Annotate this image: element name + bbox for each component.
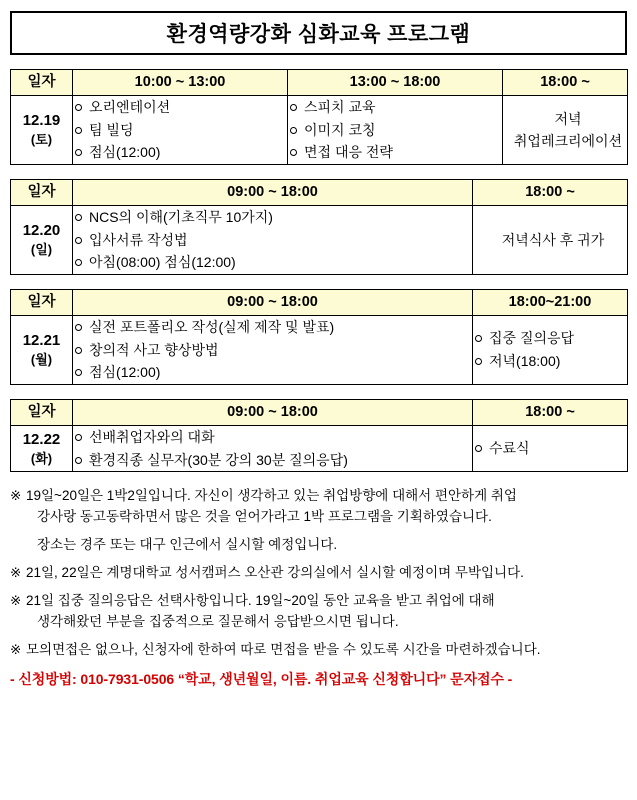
header-date-label: 일자	[11, 290, 73, 316]
page-title-box	[10, 11, 627, 55]
schedule-item: 저녁(18:00)	[473, 350, 627, 373]
schedule-item: 점심(12:00)	[73, 141, 287, 164]
schedule-header-row	[11, 400, 628, 426]
schedule-date-number: 12.22	[22, 430, 61, 448]
schedule-content-cell	[503, 96, 628, 165]
header-time-label: 09:00 ~ 18:00	[73, 180, 473, 206]
schedule-text-line: 취업레크리에이션	[513, 133, 623, 149]
schedule-table	[10, 69, 628, 165]
schedule-date-number: 12.19	[22, 112, 61, 130]
schedule-item: NCS의 이해(기초직무 10가지)	[73, 206, 472, 229]
note-line: 생각해왔던 부분을 집중적으로 질문해서 응답받으시면 됩니다.	[37, 614, 399, 629]
contact-line: - 신청방법: 010-7931-0506 “학교, 생년월일, 이름. 취업교육 신청합니다” 문자접수 -	[10, 670, 513, 687]
schedule-date-number: 12.21	[22, 332, 61, 350]
schedule-date-weekday: (토)	[30, 132, 53, 148]
schedule-item: 실전 포트폴리오 작성(실제 제작 및 발표)	[73, 316, 472, 339]
schedule-text-block	[509, 108, 627, 153]
schedule-body-row	[11, 316, 628, 385]
schedule-item: 수료식	[473, 437, 627, 460]
schedule-item: 이미지 코칭	[288, 119, 502, 142]
schedule-date-cell	[11, 206, 73, 275]
note-bullet-icon: ※	[10, 565, 22, 581]
note-bullet-icon: ※	[10, 593, 22, 609]
note-item	[10, 563, 627, 584]
schedule-item: 아침(08:00) 점심(12:00)	[73, 251, 472, 274]
schedule-header-row	[11, 290, 628, 316]
schedule-body-row	[11, 206, 628, 275]
note-bullet-icon: ※	[10, 641, 22, 657]
schedule-item-list	[473, 437, 627, 460]
schedule-content-cell	[473, 206, 628, 275]
header-date-label: 일자	[11, 70, 73, 96]
schedule-content-cell	[473, 426, 628, 472]
header-time-label: 09:00 ~ 18:00	[73, 400, 473, 426]
notes-section	[10, 486, 627, 660]
schedule-header-row	[11, 180, 628, 206]
schedule-content-cell	[473, 316, 628, 385]
note-line: 강사랑 동고동락하면서 많은 것을 얻어가라고 1박 프로그램을 기획하였습니다.	[37, 509, 492, 525]
schedule-date-cell	[11, 426, 73, 472]
schedule-text-line: 저녁식사 후 귀가	[501, 231, 605, 248]
schedule-item: 오리엔테이션	[73, 96, 287, 119]
schedule-item: 환경직종 실무자(30분 강의 30분 질의응답)	[73, 449, 472, 472]
note-line: 21일, 22일은 계명대학교 성서캠퍼스 오산관 강의실에서 실시할 예정이며 무박입니다.	[26, 565, 524, 581]
schedule-content-cell	[288, 96, 503, 165]
schedule-text-block	[479, 229, 627, 251]
schedule-date-weekday: (월)	[30, 352, 53, 368]
header-time-label: 10:00 ~ 13:00	[73, 70, 288, 96]
note-item	[10, 486, 627, 556]
schedule-item-list	[73, 426, 472, 471]
schedule-item: 입사서류 작성법	[73, 229, 472, 252]
note-item	[10, 640, 627, 661]
schedule-date-cell	[11, 96, 73, 165]
note-item	[10, 591, 627, 633]
schedule-date-cell	[11, 316, 73, 385]
note-body	[26, 486, 627, 556]
schedule-table	[10, 399, 628, 472]
schedule-item: 선배취업자와의 대화	[73, 426, 472, 449]
note-line: 모의면접은 없으나, 신청자에 한하여 따로 면접을 받을 수 있도록 시간을 마련하겠습니다.	[26, 641, 541, 657]
note-body	[26, 640, 627, 661]
note-line: 장소는 경주 또는 대구 인근에서 실시할 예정입니다.	[37, 537, 338, 553]
schedule-item: 집중 질의응답	[473, 327, 627, 350]
schedule-content-cell	[73, 316, 473, 385]
schedule-table	[10, 179, 628, 275]
header-time-label: 13:00 ~ 18:00	[288, 70, 503, 96]
schedule-header-row	[11, 70, 628, 96]
schedule-date-number: 12.20	[22, 222, 61, 240]
schedule-item-list	[473, 327, 627, 372]
note-body	[26, 591, 627, 633]
page-title: 환경역량강화 심화교육 프로그램	[166, 23, 471, 46]
header-date-label: 일자	[11, 400, 73, 426]
schedule-item: 창의적 사고 향상방법	[73, 339, 472, 362]
schedule-content-cell	[73, 426, 473, 472]
header-time-label: 18:00 ~	[473, 180, 628, 206]
schedule-item-list	[73, 206, 472, 274]
schedule-content-cell	[73, 96, 288, 165]
schedule-item: 팀 빌딩	[73, 119, 287, 142]
schedule-item-list	[73, 96, 287, 164]
schedule-item: 점심(12:00)	[73, 361, 472, 384]
note-bullet-icon: ※	[10, 488, 22, 504]
note-body	[26, 563, 627, 584]
schedule-item-list	[73, 316, 472, 384]
schedule-table	[10, 289, 628, 385]
schedule-item: 스피치 교육	[288, 96, 502, 119]
schedule-content-cell	[73, 206, 473, 275]
note-line: 21일 집중 질의응답은 선택사항입니다. 19일~20일 동안 교육을 받고 취업에 대해	[26, 593, 495, 609]
schedule-tables	[10, 69, 627, 472]
schedule-item-list	[288, 96, 502, 164]
header-date-label: 일자	[11, 180, 73, 206]
schedule-text-line: 저녁	[554, 110, 582, 127]
header-time-label: 18:00~21:00	[473, 290, 628, 316]
note-line: 19일~20일은 1박2일입니다. 자신이 생각하고 있는 취업방향에 대해서 편안하게 취업	[26, 488, 517, 504]
schedule-date-weekday: (일)	[30, 242, 53, 258]
header-time-label: 18:00 ~	[473, 400, 628, 426]
schedule-body-row	[11, 426, 628, 472]
schedule-body-row	[11, 96, 628, 165]
schedule-item: 면접 대응 전략	[288, 141, 502, 164]
header-time-label: 18:00 ~	[503, 70, 628, 96]
schedule-date-weekday: (화)	[30, 451, 53, 467]
header-time-label: 09:00 ~ 18:00	[73, 290, 473, 316]
